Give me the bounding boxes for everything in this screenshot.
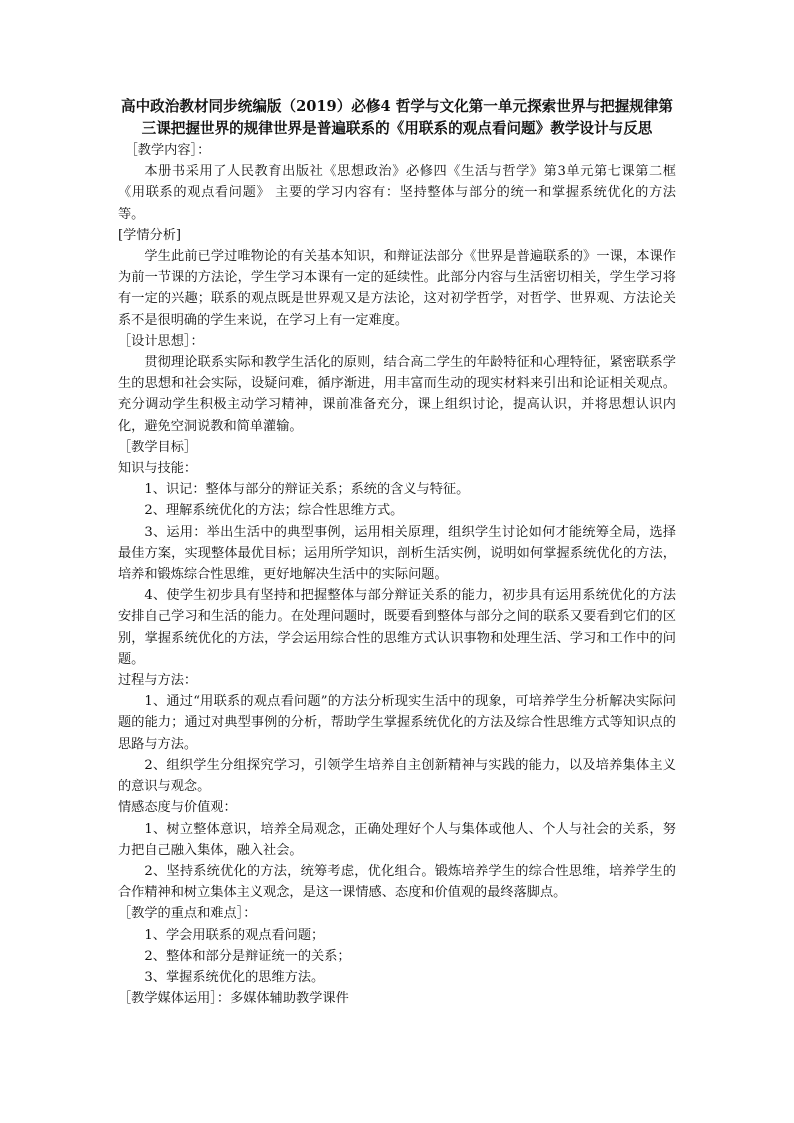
paragraph-analysis: 学生此前已学过唯物论的有关基本知识，和辩证法部分《世界是普遍联系的》一课，本课作为前一节课的方法论，学生学习本课有一定的延续性。此部分内容与生活密切相关，学生学习将有一定的兴趣；联系的观点既是世界观又是方法论，这对初学哲学，对哲学、世界观、方法论关系不是很明确的学生来说，在学习上有一定难度。: [118, 249, 676, 328]
list-item-process-2: 2、组织学生分组探究学习，引领学生培养自主创新精神与实践的能力，以及培养集体主义的意识与观念。: [118, 757, 676, 795]
list-item-keypoint-1: 1、学会用联系的观点看问题；: [144, 927, 325, 943]
list-item-process-1: 1、通过“用联系的观点看问题”的方法分析现实生活中的现象，可培养学生分析解决实际问题的能力；通过对典型事例的分析，帮助学生掌握系统优化的方法及综合性思维方式等知识点的思路与方法。: [118, 694, 676, 752]
document-title: 高中政治教材同步统编版（2019）必修4 哲学与文化第一单元探索世界与把握规律第三课把握世界的规律世界是普遍联系的《用联系的观点看问题》教学设计与反思: [120, 98, 674, 137]
list-item-knowledge-1: 1、识记：整体与部分的辩证关系；系统的含义与特征。: [144, 482, 470, 498]
section-heading-objectives: ［教学目标］: [118, 439, 198, 455]
subheading-knowledge: 知识与技能：: [118, 461, 198, 477]
subheading-process: 过程与方法：: [118, 673, 198, 689]
subheading-values: 情感态度与价值观：: [118, 800, 237, 816]
section-heading-analysis: [学情分析]: [118, 227, 182, 243]
section-heading-design: ［设计思想］：: [118, 333, 204, 349]
list-item-values-1: 1、树立整体意识，培养全局观念，正确处理好个人与集体或他人、个人与社会的关系，努力把自己融入集体，融入社会。: [118, 821, 676, 858]
list-item-keypoint-2: 2、整体和部分是辩证统一的关系；: [144, 948, 351, 964]
list-item-knowledge-2: 2、理解系统优化的方法；综合性思维方式。: [144, 503, 404, 519]
list-item-knowledge-3: 3、运用：举出生活中的典型事例，运用相关原理，组织学生讨论如何才能统筹全局，选择最佳方案，实现整体最优目标；运用所学知识，剖析生活实例，说明如何掌握系统优化的方法，培养和锻炼综合性思维，更好地解决生活中的实际问题。: [118, 524, 676, 583]
paragraph-design: 贯彻理论联系实际和教学生活化的原则，结合高二学生的年龄特征和心理特征，紧密联系学生的思想和社会实际，设疑问难，循序渐进，用丰富而生动的现实材料来引出和论证相关观点。充分调动学生积极主动学习精神，课前准备充分，课上组织讨论，提高认识，并将思想认识内化，避免空洞说教和简单灌输。: [118, 355, 676, 434]
list-item-keypoint-3: 3、掌握系统优化的思维方法。: [144, 969, 325, 985]
list-item-values-2: 2、坚持系统优化的方法，统筹考虑，优化组合。锻炼培养学生的综合性思维，培养学生的合作精神和树立集体主义观念，是这一课情感、态度和价值观的最终落脚点。: [118, 863, 676, 901]
document-page: [118, 96, 676, 1009]
section-heading-keypoints: ［教学的重点和难点］：: [118, 906, 257, 922]
paragraph-content: 本册书采用了人民教育出版社《思想政治》必修四《生活与哲学》第3单元第七课第二框《用联系的观点看问题》 主要的学习内容有：坚持整体与部分的统一和掌握系统优化的方法等。: [118, 164, 676, 222]
list-item-knowledge-4: 4、使学生初步具有坚持和把握整体与部分辩证关系的能力，初步具有运用系统优化的方法安排自己学习和生活的能力。在处理问题时，既要看到整体与部分之间的联系又要看到它们的区别，掌握系统优化的方法，学会运用综合性的思维方式认识事物和处理生活、学习和工作中的问题。: [118, 588, 676, 667]
section-heading-media: ［教学媒体运用］：多媒体辅助教学课件: [118, 991, 349, 1007]
section-heading-content: ［教学内容］：: [124, 143, 211, 158]
